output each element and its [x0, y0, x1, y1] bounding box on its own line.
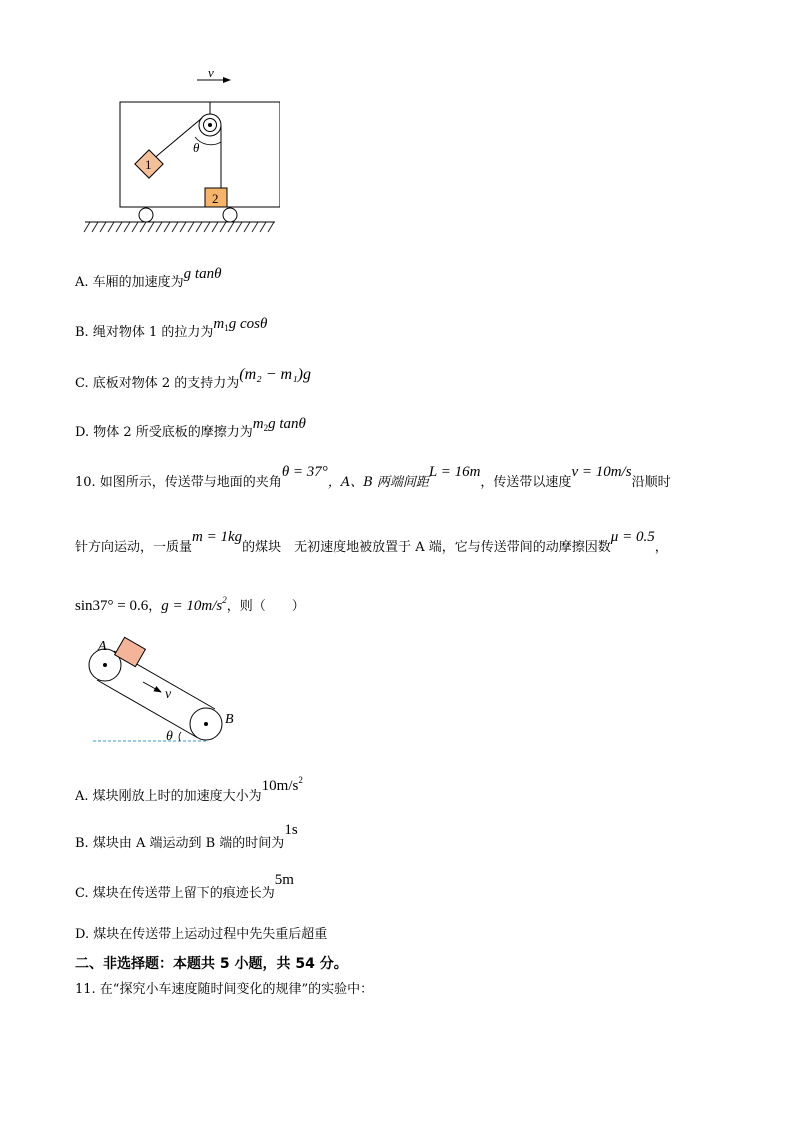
q9-theta-label: θ — [193, 140, 200, 155]
q10-theta-label: θ — [166, 729, 173, 744]
q10-option-c: C. 煤块在传送带上留下的痕迹长为5m — [75, 872, 294, 901]
q9-velocity-label: v — [208, 65, 214, 80]
q11-stem: 11. 在“探究小车速度随时间变化的规律”的实验中： — [75, 982, 374, 997]
q10-velocity-label: v — [165, 687, 172, 702]
q10-stem-line-3: sin37° = 0.6，$g = 10m/s^2$，则（ ） — [75, 595, 305, 614]
q9-option-c-expr: (m₂ − m₁)g — [239, 366, 311, 383]
section-2-heading: 二、非选择题：本题共 5 小题，共 54 分。 — [75, 956, 348, 972]
label-a: A — [98, 639, 107, 654]
q10-length: L = 16m — [428, 464, 481, 480]
q9-option-c: C. 底板对物体 2 的支持力为(m₂ − m₁)g — [75, 366, 311, 391]
q10-angle: θ = 37° — [281, 464, 328, 480]
q9-option-d: D. 物体 2 所受底板的摩擦力为$m_2g$ tanθ — [75, 416, 306, 440]
q10-mass: m = 1kg — [192, 529, 243, 545]
wheel-right — [223, 208, 237, 222]
q10-option-a-value: $10m/s^2$ — [261, 775, 303, 794]
q10-mu: μ = 0.5 — [610, 529, 655, 545]
q10-option-c-value: 5m — [274, 872, 294, 888]
q10-figure — [85, 630, 245, 750]
q10-option-b: B. 煤块由 A 端运动到 B 端的时间为1s — [75, 822, 298, 851]
box-2-label: 2 — [212, 191, 219, 206]
q9-option-b: B. 绳对物体 1 的拉力为$m_1g$ cosθ — [75, 316, 268, 340]
q9-option-b-expr: $m_1g$ cosθ — [213, 316, 268, 333]
q10-speed: v = 10m/s — [571, 464, 632, 480]
q10-stem-line-2: 针方向运动，一质量m = 1kg的煤块 无初速度地被放置于 A 端，它与传送带间的动摩擦因数μ = 0.5， — [75, 529, 668, 555]
q9-option-a: A. 车厢的加速度为g tanθ — [75, 266, 222, 290]
q10-option-b-value: 1s — [284, 822, 298, 838]
box-1-label: 1 — [145, 157, 152, 172]
q9-figure — [80, 60, 280, 240]
q10-sin: sin37° = 0.6 — [75, 598, 149, 614]
q9-option-d-expr: $m_2g$ tanθ — [252, 416, 306, 433]
ground-hatching — [84, 222, 274, 232]
label-b: B — [225, 712, 234, 727]
q10-gravity: $g = 10m/s^2$ — [161, 595, 227, 614]
q9-option-a-expr: g tanθ — [183, 266, 222, 282]
wheel-left — [139, 208, 153, 222]
q10-stem-line-1: 10. 如图所示，传送带与地面的夹角θ = 37°，A、B 两端间距L = 16m，传送带以速度v = 10m/s沿顺时 — [75, 464, 671, 490]
q10-option-d: D. 煤块在传送带上运动过程中先失重后超重 — [75, 927, 328, 942]
q10-option-a: A. 煤块刚放上时的加速度大小为$10m/s^2$ — [75, 775, 303, 804]
